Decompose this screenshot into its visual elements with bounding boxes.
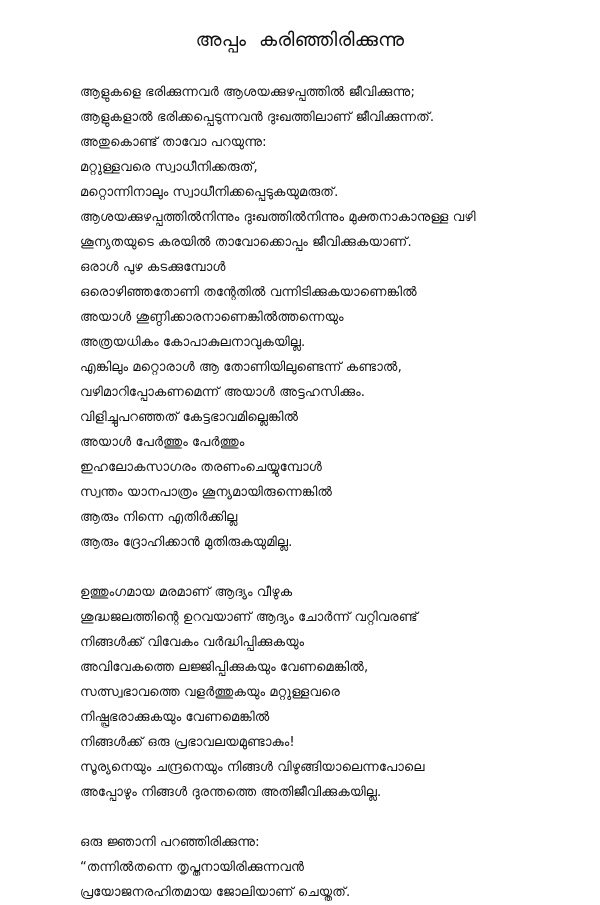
poem-line: ഒരൊഴിഞ്ഞതോണി തന്റേതിൽ വന്നിടിക്കുകയാണെങ്കിൽ [80, 285, 417, 300]
poem-line: അവിവേകത്തെ ലജ്ജിപ്പിക്കുകയും വേണമെങ്കിൽ, [80, 660, 369, 675]
poem-line: ആരും ദ്രോഹിക്കാൻ മുതിരുകയുമില്ല. [80, 535, 293, 550]
poem-line: അതുകൊണ്ട് താവോ പറയുന്നു: [80, 135, 267, 150]
poem-line: ഒരു ജ്ഞാനി പറഞ്ഞിരിക്കുന്നു: [80, 835, 260, 850]
poem-line: വഴിമാറിപ്പോകണമെന്ന് അയാൾ അട്ടഹസിക്കും. [80, 385, 366, 400]
poem-line: സൂര്യനെയും ചന്ദ്രനെയും നിങ്ങൾ വിഴുങ്ങിയാലെന്നപോലെ [80, 760, 425, 775]
poem-line: നിങ്ങൾക്ക് ഒരു പ്രഭാവലയമുണ്ടാകും! [80, 735, 295, 750]
poem-line: വിളിച്ചുപറഞ്ഞത് കേട്ടഭാവമില്ലെങ്കിൽ [80, 410, 299, 425]
poem-line: അയാൾ പേർത്തും പേർത്തും [80, 435, 245, 450]
poem-line: “തന്നിൽതന്നെ തൃപ്തനായിരിക്കുന്നവൻ [80, 860, 305, 875]
poem-line: ശൂന്യതയുടെ കരയിൽ താവോക്കൊപ്പം ജീവിക്കുകയാണ്. [80, 235, 412, 250]
poem-line: അയാൾ ശുണ്ഠിക്കാരനാണെങ്കിൽത്തന്നെയും [80, 310, 344, 325]
poem-title: അപ്പം കരിഞ്ഞിരിക്കുന്നു [195, 29, 405, 51]
poem-line: നിങ്ങൾക്ക് വിവേകം വർദ്ധിപ്പിക്കുകയും [80, 635, 305, 650]
poem-body [80, 80, 590, 905]
poem-line: ഒരാൾ പുഴ കടക്കുമ്പോൾ [80, 260, 226, 275]
stanza-1 [80, 80, 590, 555]
poem-line: എങ്കിലും മറ്റൊരാൾ ആ തോണിയിലുണ്ടെന്ന് കണ്ടാൽ, [80, 360, 402, 375]
poem-line: മറ്റൊന്നിനാലും സ്വാധീനിക്കപ്പെടുകയുമരുത്. [80, 185, 339, 200]
poem-line: ആശയക്കുഴപ്പത്തിൽനിന്നും ദുഃഖത്തിൽനിന്നും മുക്തനാകാനുള്ള വഴി [80, 210, 476, 225]
poem-line: സ്വന്തം യാനപാത്രം ശൂന്യമായിരുന്നെങ്കിൽ [80, 485, 333, 500]
poem-line: ആളുകളാൽ ഭരിക്കപ്പെടുന്നവൻ ദുഃഖത്തിലാണ് ജീവിക്കുന്നത്. [80, 110, 435, 125]
poem-line: സത്സ്വഭാവത്തെ വളർത്തുകയും മറ്റുള്ളവരെ [80, 685, 340, 700]
poem-line: ആളുകളെ ഭരിക്കുന്നവർ ആശയക്കുഴപ്പത്തിൽ ജീവിക്കുന്നു; [80, 85, 415, 100]
poem-line: അപ്പോഴും നിങ്ങൾ ദുരന്തത്തെ അതിജീവിക്കുകയില്ല. [80, 785, 382, 800]
poem-line: ഇഹലോകസാഗരം തരണംചെയ്യുമ്പോൾ [80, 460, 323, 475]
poem-line: ആരും നിന്നെ എതിർക്കില്ല [80, 510, 238, 525]
stanza-3 [80, 830, 590, 905]
poem-line: അത്രയധികം കോപാകുലനാവുകയില്ല. [80, 335, 306, 350]
poem-line: മറ്റുള്ളവരെ സ്വാധീനിക്കരുത്, [80, 160, 258, 175]
poem-line: പ്രയോജനരഹിതമായ ജോലിയാണ് ചെയ്തത്. [80, 885, 351, 900]
poem-line: നിഷ്പ്രഭരാക്കുകയും വേണമെങ്കിൽ [80, 710, 270, 725]
stanza-2 [80, 580, 590, 805]
poem-line: ശുദ്ധജലത്തിന്റെ ഉറവയാണ് ആദ്യം ചോർന്ന് വറ്റിവരണ്ട് [80, 610, 418, 625]
poem-line: ഉത്തുംഗമായ മരമാണ് ആദ്യം വീഴുക [80, 585, 293, 600]
